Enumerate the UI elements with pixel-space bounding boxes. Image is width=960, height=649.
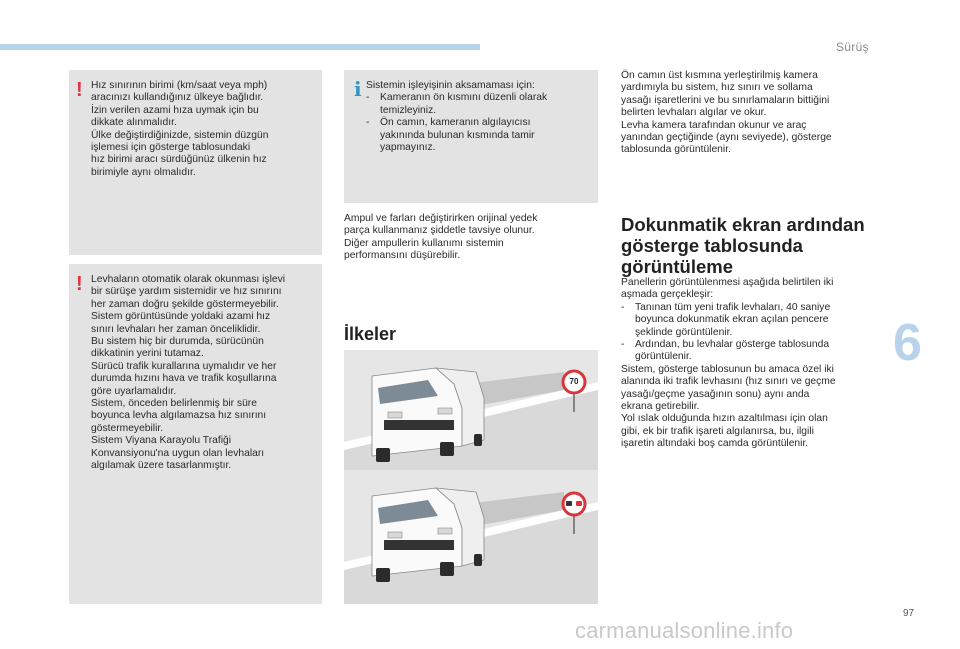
list-item bbox=[621, 302, 873, 339]
van-illustration-svg bbox=[344, 350, 598, 484]
warning-icon: ! bbox=[76, 273, 83, 295]
text-line: Hız sınırının birimi (km/saat veya mph) bbox=[91, 80, 268, 91]
text-line: görüntülenir. bbox=[635, 351, 692, 363]
list-item bbox=[621, 339, 873, 364]
text-line: dikkate alınmalıdır. bbox=[91, 117, 177, 129]
page-number: 97 bbox=[903, 608, 915, 619]
list-dash: - bbox=[366, 92, 370, 104]
text-line: Yol ıslak olduğunda hızın azaltılması için olan bbox=[621, 413, 828, 425]
text-line: temizleyiniz. bbox=[380, 104, 437, 116]
van-speed-sign-illustration bbox=[344, 350, 598, 484]
list-dash: - bbox=[366, 117, 370, 129]
text-line: Sistemin işleyişinin aksamaması için: bbox=[366, 80, 535, 91]
text-line: Sistem, gösterge tablosunun bu amaca özel iki bbox=[621, 363, 834, 375]
van-no-overtaking-illustration bbox=[344, 470, 598, 604]
text-line: performansını düşürebilir. bbox=[344, 250, 461, 262]
heading-line: görüntüleme bbox=[621, 256, 734, 277]
text-line: Ampul ve farları değiştirirken orijinal yedek bbox=[344, 213, 538, 224]
text-line: Levhaların otomatik olarak okunması işlevi bbox=[91, 274, 286, 285]
text-line: durumda hızını hava ve trafik koşullarına bbox=[91, 373, 277, 385]
text-line: yardımıyla bu sistem, hız sınırı ve sollama bbox=[621, 82, 813, 94]
text-line: Sürücü trafik kurallarına uymalıdır ve her bbox=[91, 360, 277, 372]
header-accent-bar bbox=[0, 44, 480, 50]
text-line: Sistem, önceden belirlenmiş bir süre bbox=[91, 398, 257, 410]
text-line: bir sürüşe yardım sistemidir ve hız sınırını bbox=[91, 286, 282, 298]
system-intro-paragraph bbox=[621, 70, 873, 157]
text-line: Ardından, bu levhalar gösterge tablosunda bbox=[635, 339, 830, 351]
info-box-camera-care bbox=[344, 70, 598, 203]
text-line: Ön camın, kameranın algılayıcısı bbox=[380, 117, 531, 129]
text-line: İzin verilen azami hıza uymak için bu bbox=[91, 104, 259, 116]
bulb-note bbox=[344, 213, 594, 263]
text-line: yakınında bulunan kısmında tamir bbox=[380, 129, 535, 141]
text-line: Ön camın üst kısmına yerleştirilmiş kamera bbox=[621, 70, 818, 81]
text-line: Diğer ampullerin kullanımı sistemin bbox=[344, 237, 504, 249]
text-line: göstermeyebilir. bbox=[91, 422, 164, 434]
warning-box-sign-reading bbox=[69, 264, 322, 604]
text-line: hız birimi aracı sürdüğünüz ülkenin hız bbox=[91, 154, 267, 166]
text-line: yasağı/geçme yasağının sonu) aynı anda bbox=[621, 388, 810, 400]
text-line: aşmada gerçekleşir: bbox=[621, 289, 714, 301]
speed-limit-sign-label: 70 bbox=[569, 377, 579, 386]
list-item bbox=[366, 92, 590, 117]
text-line: aracınızı kullandığınız ülkeye bağlıdır. bbox=[91, 92, 264, 104]
text-line: işaretin altındaki boş camda görüntülenir. bbox=[621, 438, 809, 450]
text-line: birimiyle aynı olmalıdır. bbox=[91, 166, 196, 178]
list-item bbox=[366, 117, 590, 154]
text-line: yanından geçtiğinde (aynı seviyede), gösterge bbox=[621, 132, 832, 144]
text-line: tablosunda görüntülenir. bbox=[621, 144, 731, 156]
text-line: Levha kamera tarafından okunur ve araç bbox=[621, 119, 807, 131]
list-dash: - bbox=[621, 339, 625, 351]
van-illustration-svg bbox=[344, 470, 598, 604]
text-line: sınırı levhaları her zaman önceliklidir. bbox=[91, 323, 261, 335]
text-line: Bu sistem hiç bir durumda, sürücünün bbox=[91, 336, 264, 348]
info-text bbox=[366, 80, 590, 154]
touchscreen-section-body bbox=[621, 277, 873, 451]
text-line: işlemesi için gösterge tablosundaki bbox=[91, 142, 251, 154]
warning-icon: ! bbox=[76, 79, 83, 101]
text-line: alanında iki trafik levhasını (hız sınırı ve geçme bbox=[621, 376, 836, 388]
section-title: Sürüş bbox=[836, 40, 869, 54]
warning-text bbox=[91, 80, 314, 179]
warning-box-speed-unit bbox=[69, 70, 322, 255]
heading-line: Dokunmatik ekran ardından bbox=[621, 214, 865, 235]
text-line: Sistem görüntüsünde yoldaki azami hız bbox=[91, 311, 271, 323]
text-line: Sistem Viyana Karayolu Trafiği bbox=[91, 435, 232, 447]
text-line: boyunca levha algılamazsa hız sınırını bbox=[91, 410, 267, 422]
text-line: Kameranın ön kısmını düzenli olarak bbox=[380, 92, 548, 104]
text-line: yapmayınız. bbox=[380, 142, 436, 154]
text-line: Ülke değiştirdiğinizde, sistemin düzgün bbox=[91, 129, 269, 141]
principles-heading: İlkeler bbox=[344, 324, 397, 344]
text-line: her zaman doğru şekilde göstermeyebilir. bbox=[91, 298, 279, 310]
warning-text bbox=[91, 274, 314, 473]
text-line: Tanınan tüm yeni trafik levhaları, 40 saniye bbox=[635, 301, 831, 313]
text-line: dikkatinin yerini tutamaz. bbox=[91, 348, 204, 360]
chapter-number: 6 bbox=[893, 314, 922, 372]
text-line: şeklinde görüntülenir. bbox=[635, 326, 733, 338]
text-line: ekrana getirebilir. bbox=[621, 401, 700, 413]
text-line: Konvansiyonu'na uygun olan levhaları bbox=[91, 447, 265, 459]
text-line: parça kullanmanız şiddetle tavsiye olunur. bbox=[344, 225, 535, 237]
text-line: yasağı işaretlerini ve bu sınırlamaların bittiğini bbox=[621, 94, 830, 106]
text-line: boyunca dokunmatik ekran açılan pencere bbox=[635, 314, 829, 326]
heading-line: gösterge tablosunda bbox=[621, 235, 803, 256]
text-line: belirten levhaları algılar ve okur. bbox=[621, 107, 767, 119]
watermark-text: carmanualsonline.info bbox=[575, 618, 794, 643]
list-dash: - bbox=[621, 301, 625, 313]
text-line: Panellerin görüntülenmesi aşağıda belirtilen iki bbox=[621, 277, 834, 288]
touchscreen-section-heading bbox=[621, 214, 881, 277]
text-line: algılamak üzere tasarlanmıştır. bbox=[91, 460, 232, 472]
text-line: gibi, ek bir trafik işareti algılanırsa, bu, ilgili bbox=[621, 425, 814, 437]
info-icon: i bbox=[354, 77, 362, 101]
text-line: göre uyarlamalıdır. bbox=[91, 385, 177, 397]
